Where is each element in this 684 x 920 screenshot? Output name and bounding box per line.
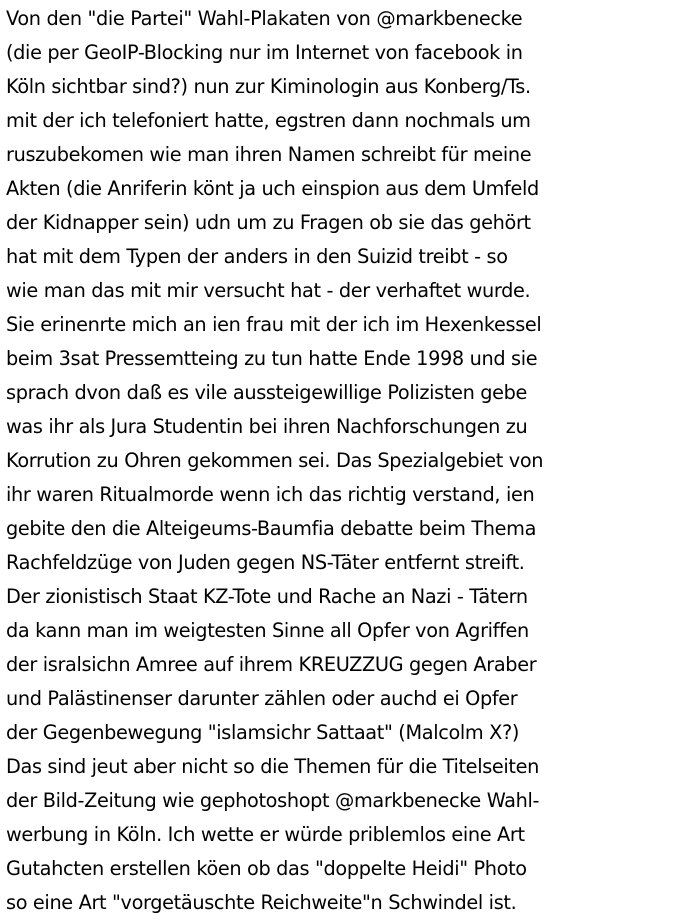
text-line: Korrution zu Ohren gekommen sei. Das Spezialgebiet von bbox=[6, 449, 544, 472]
text-line: Sie erinenrte mich an ien frau mit der ich im Hexenkessel bbox=[6, 313, 542, 336]
text-line: Der zionistisch Staat KZ-Tote und Rache an Nazi - Tätern bbox=[6, 585, 528, 608]
text-document bbox=[6, 0, 682, 920]
text-line: was ihr als Jura Studentin bei ihren Nachforschungen zu bbox=[6, 415, 528, 438]
text-line: da kann man im weigtesten Sinne all Opfer von Agriffen bbox=[6, 619, 529, 642]
text-line: Köln sichtbar sind?) nun zur Kiminologin aus Konberg/Ts. bbox=[6, 75, 531, 98]
text-line: beim 3sat Pressemtteing zu tun hatte Ende 1998 und sie bbox=[6, 347, 538, 370]
text-line: und Palästinenser darunter zählen oder auchd ei Opfer bbox=[6, 687, 518, 710]
text-line: ruszubekomen wie man ihren Namen schreibt für meine bbox=[6, 143, 532, 166]
text-line: hat mit dem Typen der anders in den Suizid treibt - so bbox=[6, 245, 508, 268]
text-line: (die per GeoIP-Blocking nur im Internet von facebook in bbox=[6, 41, 523, 64]
text-line: der Bild-Zeitung wie gephotoshopt @markbenecke Wahl- bbox=[6, 789, 540, 812]
text-line: der Gegenbewegung "islamsichr Sattaat" (Malcolm X?) bbox=[6, 721, 520, 744]
text-line: wie man das mit mir versucht hat - der verhaftet wurde. bbox=[6, 279, 531, 302]
text-line: sprach dvon daß es vile aussteigewillige Polizisten gebe bbox=[6, 381, 528, 404]
text-line: Rachfeldzüge von Juden gegen NS-Täter entfernt streift. bbox=[6, 551, 525, 574]
text-line: Das sind jeut aber nicht so die Themen für die Titelseiten bbox=[6, 755, 540, 778]
text-line: so eine Art "vorgetäuschte Reichweite"n Schwindel ist. bbox=[6, 891, 517, 914]
text-line: Akten (die Anriferin könt ja uch einspion aus dem Umfeld bbox=[6, 177, 539, 200]
text-line: Von den "die Partei" Wahl-Plakaten von @markbenecke bbox=[6, 7, 523, 30]
text-line: gebite den die Alteigeums-Baumfia debatte beim Thema bbox=[6, 517, 537, 540]
text-line: mit der ich telefoniert hatte, egstren dann nochmals um bbox=[6, 109, 531, 132]
text-line: der Kidnapper sein) udn um zu Fragen ob sie das gehört bbox=[6, 211, 531, 234]
text-line: werbung in Köln. Ich wette er würde priblemlos eine Art bbox=[6, 823, 525, 846]
text-line: Gutahcten erstellen köen ob das "doppelte Heidi" Photo bbox=[6, 857, 527, 880]
text-line: ihr waren Ritualmorde wenn ich das richtig verstand, ien bbox=[6, 483, 535, 506]
text-line: der isralsichn Amree auf ihrem KREUZZUG gegen Araber bbox=[6, 653, 537, 676]
